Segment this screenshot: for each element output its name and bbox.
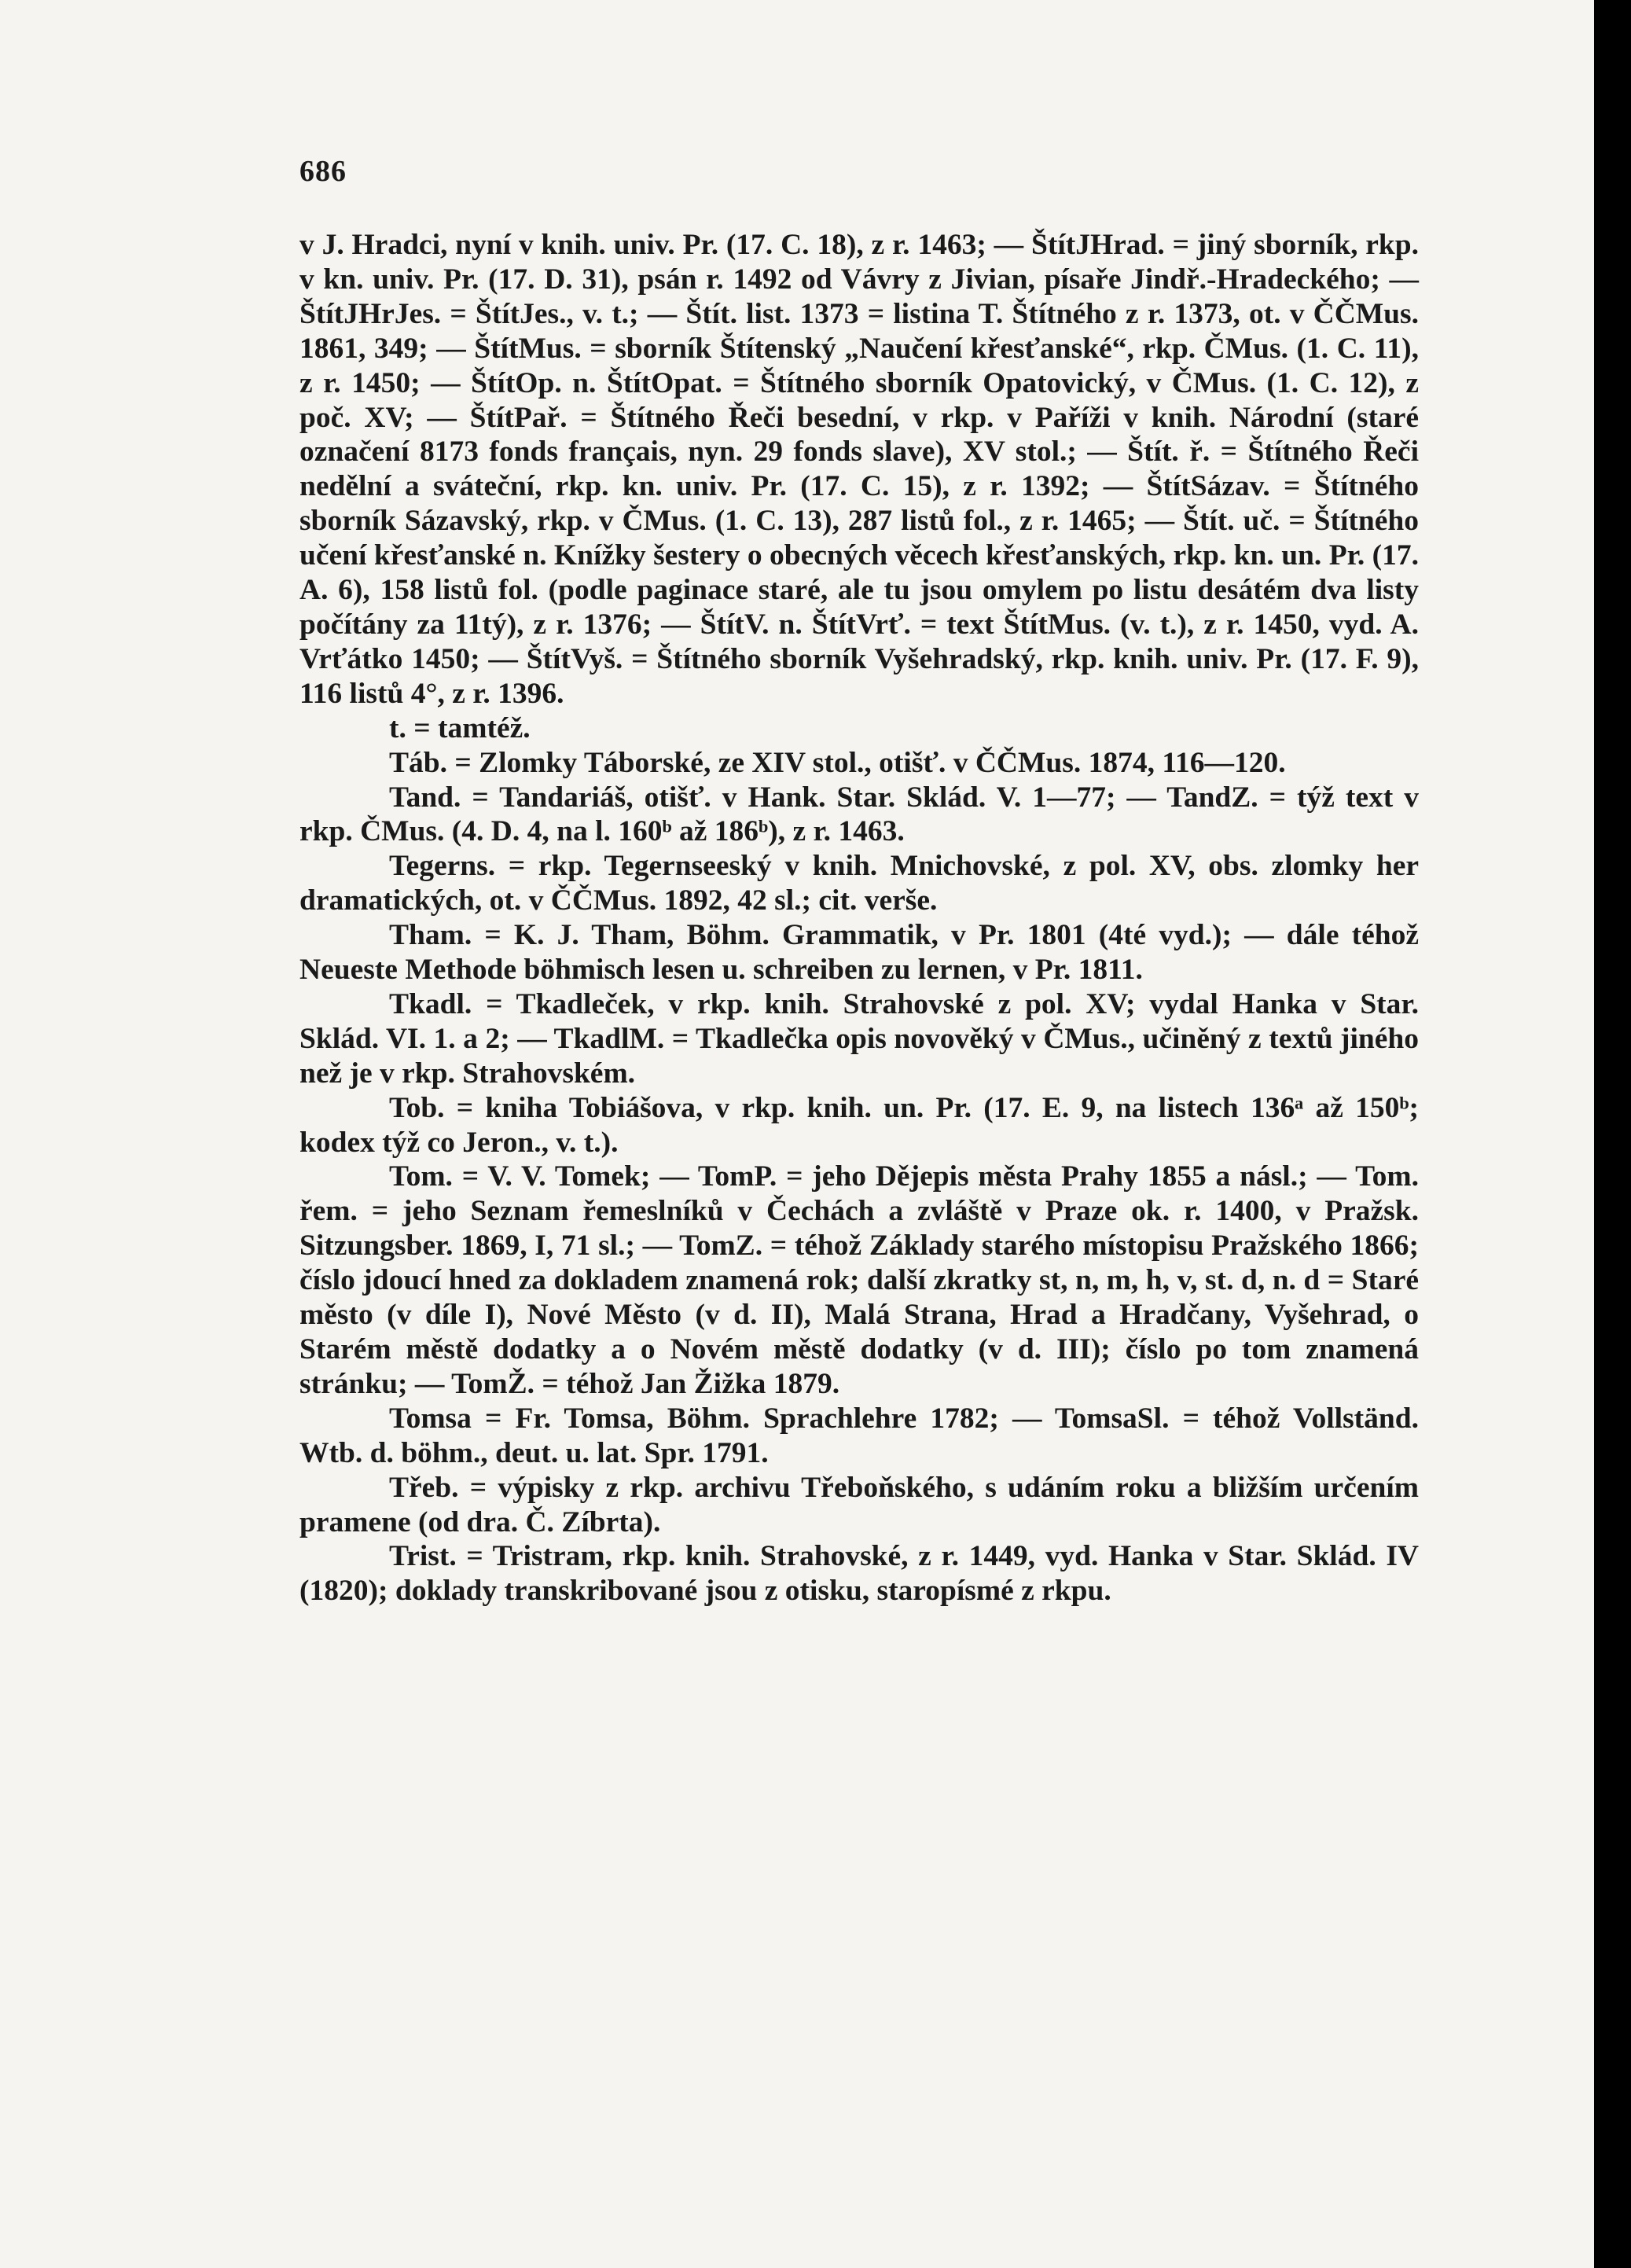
entry-treb: Třeb. = výpisky z rkp. archivu Třeboňského, s udáním roku a bližším určením pramene (od dra. Č. Zíbrta).: [299, 1471, 1419, 1538]
entry-tom: Tom. = V. V. Tomek; — TomP. = jeho Dějepis města Prahy 1855 a násl.; — Tom. řem. = jeho Seznam řemeslníků v Čechách a zvláště v Praze ok. r. 1400, v Pražsk. Sitzungsber. 1869, I, 71 sl.; — TomZ. = téhož Základy starého místopisu Pražského 1866; číslo jdoucí hned za dokladem znamená rok; další zkratky st, n, m, h, v, st. d, n. d = Staré město (v díle I), Nové Město (v d. II), Malá Strana, Hrad a Hradčany, Vyšehrad, o Starém městě dodatky a o Novém městě dodatky (v d. III); číslo po tom znamená stránku; — TomŽ. = téhož Jan Žižka 1879.: [299, 1160, 1419, 1400]
entry-tob: Tob. = kniha Tobiášova, v rkp. knih. un. Pr. (17. E. 9, na listech 136ᵃ až 150ᵇ; kodex týž co Jeron., v. t.).: [299, 1091, 1419, 1159]
page-number: 686: [299, 155, 347, 188]
entry-tomsa: Tomsa = Fr. Tomsa, Böhm. Sprachlehre 1782; — TomsaSl. = téhož Vollständ. Wtb. d. böhm., deut. u. lat. Spr. 1791.: [299, 1402, 1419, 1469]
entry-t: t. = tamtéž.: [389, 711, 531, 744]
entry-trist: Trist. = Tristram, rkp. knih. Strahovské, z r. 1449, vyd. Hanka v Star. Sklád. IV (1820); doklady transkribované jsou z otisku, staropísmé z rkpu.: [299, 1540, 1419, 1608]
entry-tab: Táb. = Zlomky Táborské, ze XIV stol., otišť. v ČČMus. 1874, 116—120.: [389, 746, 1286, 779]
abbreviation-list: [299, 228, 1419, 1608]
entry-stit-continued: v J. Hradci, nyní v knih. univ. Pr. (17. C. 18), z r. 1463; — ŠtítJHrad. = jiný sborník, rkp. v kn. univ. Pr. (17. D. 31), psán r. 1492 od Vávry z Jivian, písaře Jindř.-Hradeckého; — ŠtítJHrJes. = ŠtítJes., v. t.; — Štít. list. 1373 = listina T. Štítného z r. 1373, ot. v ČČMus. 1861, 349; — ŠtítMus. = sborník Štítenský „Naučení křesťanské“, rkp. ČMus. (1. C. 11), z r. 1450; — ŠtítOp. n. ŠtítOpat. = Štítného sborník Opatovický, v ČMus. (1. C. 12), z poč. XV; — ŠtítPař. = Štítného Řeči besední, v rkp. v Paříži v knih. Národní (staré označení 8173 fonds français, nyn. 29 fonds slave), XV stol.; — Štít. ř. = Štítného Řeči nedělní a sváteční, rkp. kn. univ. Pr. (17. C. 15), z r. 1392; — ŠtítSázav. = Štítného sborník Sázavský, rkp. v ČMus. (1. C. 13), 287 listů fol., z r. 1465; — Štít. uč. = Štítného učení křesťanské n. Knížky šestery o obecných věcech křesťanských, rkp. kn. un. Pr. (17. A. 6), 158 listů fol. (podle paginace staré, ale tu jsou omylem po listu desátém dva listy počítány za 11tý), z r. 1376; — ŠtítV. n. ŠtítVrť. = text ŠtítMus. (v. t.), z r. 1450, vyd. A. Vrťátko 1450; — ŠtítVyš. = Štítného sborník Vyšehradský, rkp. knih. univ. Pr. (17. F. 9), 116 listů 4°, z r. 1396.: [299, 229, 1419, 710]
entry-tegerns: Tegerns. = rkp. Tegernseeský v knih. Mnichovské, z pol. XV, obs. zlomky her dramatických, ot. v ČČMus. 1892, 42 sl.; cit. verše.: [299, 850, 1419, 917]
entry-tand: Tand. = Tandariáš, otišť. v Hank. Star. Sklád. V. 1—77; — TandZ. = týž text v rkp. ČMus. (4. D. 4, na l. 160ᵇ až 186ᵇ), z r. 1463.: [299, 781, 1419, 848]
entry-tkadl: Tkadl. = Tkadleček, v rkp. knih. Strahovské z pol. XV; vydal Hanka v Star. Sklád. VI. 1. a 2; — TkadlM. = Tkadlečka opis novověký v ČMus., učiněný z textů jiného než je v rkp. Strahovském.: [299, 987, 1419, 1090]
entry-tham: Tham. = K. J. Tham, Böhm. Grammatik, v Pr. 1801 (4té vyd.); — dále téhož Neueste Methode böhmisch lesen u. schreiben zu lernen, v Pr. 1811.: [299, 919, 1419, 987]
